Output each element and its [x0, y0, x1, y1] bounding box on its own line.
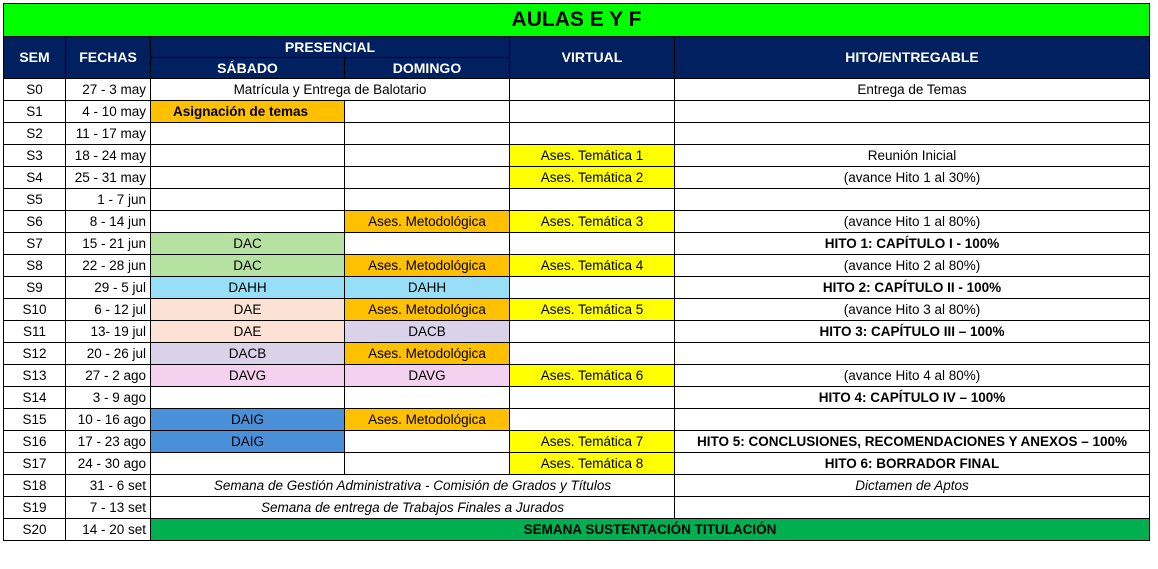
- domingo-cell: Ases. Metodológica: [345, 211, 510, 233]
- domingo-cell: [345, 145, 510, 167]
- domingo-cell: Ases. Metodológica: [345, 299, 510, 321]
- sem-cell: S0: [4, 79, 66, 101]
- hito-cell: [675, 497, 1150, 519]
- table-row: [4, 79, 1150, 101]
- hito-cell: [675, 189, 1150, 211]
- domingo-cell: [345, 387, 510, 409]
- virtual-cell: Ases. Temática 5: [510, 299, 675, 321]
- sem-cell: S16: [4, 431, 66, 453]
- sabado-cell: DAC: [151, 233, 345, 255]
- domingo-cell: [345, 167, 510, 189]
- presencial-cell: Matrícula y Entrega de Balotario: [151, 79, 510, 101]
- virtual-cell: [510, 409, 675, 431]
- header-virtual: VIRTUAL: [510, 37, 675, 79]
- gestion-cell: Semana de entrega de Trabajos Finales a Jurados: [151, 497, 675, 519]
- fecha-cell: 27 - 3 may: [66, 79, 151, 101]
- hito-cell: HITO 1: CAPÍTULO I - 100%: [675, 233, 1150, 255]
- sem-cell: S7: [4, 233, 66, 255]
- fecha-cell: 20 - 26 jul: [66, 343, 151, 365]
- table-row: [4, 123, 1150, 145]
- header-domingo: DOMINGO: [345, 58, 510, 79]
- virtual-cell: Ases. Temática 8: [510, 453, 675, 475]
- virtual-cell: [510, 189, 675, 211]
- hito-cell: (avance Hito 2 al 80%): [675, 255, 1150, 277]
- domingo-cell: Ases. Metodológica: [345, 343, 510, 365]
- fecha-cell: 22 - 28 jun: [66, 255, 151, 277]
- sabado-cell: [151, 167, 345, 189]
- hito-cell: HITO 2: CAPÍTULO II - 100%: [675, 277, 1150, 299]
- table-row: [4, 453, 1150, 475]
- fecha-cell: 6 - 12 jul: [66, 299, 151, 321]
- hito-cell: HITO 3: CAPÍTULO III – 100%: [675, 321, 1150, 343]
- sem-cell: S6: [4, 211, 66, 233]
- sem-cell: S19: [4, 497, 66, 519]
- sem-cell: S11: [4, 321, 66, 343]
- domingo-cell: [345, 233, 510, 255]
- sabado-cell: [151, 123, 345, 145]
- header-presencial: PRESENCIAL: [151, 37, 510, 58]
- sem-cell: S10: [4, 299, 66, 321]
- virtual-cell: [510, 233, 675, 255]
- domingo-cell: DAHH: [345, 277, 510, 299]
- sem-cell: S3: [4, 145, 66, 167]
- hito-cell: (avance Hito 1 al 80%): [675, 211, 1150, 233]
- table-row: [4, 343, 1150, 365]
- schedule-table: [3, 3, 1150, 541]
- sem-cell: S14: [4, 387, 66, 409]
- fecha-cell: 31 - 6 set: [66, 475, 151, 497]
- virtual-cell: [510, 277, 675, 299]
- virtual-cell: [510, 79, 675, 101]
- sabado-cell: DAHH: [151, 277, 345, 299]
- fecha-cell: 15 - 21 jun: [66, 233, 151, 255]
- fecha-cell: 25 - 31 may: [66, 167, 151, 189]
- hito-cell: Reunión Inicial: [675, 145, 1150, 167]
- sabado-cell: [151, 453, 345, 475]
- sem-cell: S12: [4, 343, 66, 365]
- domingo-cell: [345, 431, 510, 453]
- domingo-cell: [345, 189, 510, 211]
- sem-cell: S8: [4, 255, 66, 277]
- hito-cell: HITO 4: CAPÍTULO IV – 100%: [675, 387, 1150, 409]
- sem-cell: S15: [4, 409, 66, 431]
- sabado-cell: DAIG: [151, 409, 345, 431]
- sabado-cell: DACB: [151, 343, 345, 365]
- table-row: [4, 167, 1150, 189]
- fecha-cell: 14 - 20 set: [66, 519, 151, 541]
- fecha-cell: 11 - 17 may: [66, 123, 151, 145]
- virtual-cell: [510, 387, 675, 409]
- fecha-cell: 1 - 7 jun: [66, 189, 151, 211]
- sabado-cell: DAE: [151, 299, 345, 321]
- domingo-cell: DAVG: [345, 365, 510, 387]
- sabado-cell: DAVG: [151, 365, 345, 387]
- table-row: [4, 321, 1150, 343]
- fecha-cell: 7 - 13 set: [66, 497, 151, 519]
- schedule-body: [4, 79, 1150, 541]
- virtual-cell: Ases. Temática 4: [510, 255, 675, 277]
- header-fechas: FECHAS: [66, 37, 151, 79]
- table-row: [4, 277, 1150, 299]
- table-row: [4, 145, 1150, 167]
- virtual-cell: Ases. Temática 2: [510, 167, 675, 189]
- sem-cell: S2: [4, 123, 66, 145]
- fecha-cell: 13- 19 jul: [66, 321, 151, 343]
- sem-cell: S13: [4, 365, 66, 387]
- hito-cell: [675, 101, 1150, 123]
- fecha-cell: 17 - 23 ago: [66, 431, 151, 453]
- domingo-cell: Ases. Metodológica: [345, 409, 510, 431]
- fecha-cell: 27 - 2 ago: [66, 365, 151, 387]
- virtual-cell: Ases. Temática 6: [510, 365, 675, 387]
- virtual-cell: [510, 321, 675, 343]
- virtual-cell: Ases. Temática 7: [510, 431, 675, 453]
- fecha-cell: 10 - 16 ago: [66, 409, 151, 431]
- table-row: [4, 255, 1150, 277]
- virtual-cell: [510, 101, 675, 123]
- virtual-cell: [510, 343, 675, 365]
- hito-cell: (avance Hito 1 al 30%): [675, 167, 1150, 189]
- table-row: [4, 497, 1150, 519]
- hito-cell: [675, 409, 1150, 431]
- table-row: [4, 409, 1150, 431]
- fecha-cell: 24 - 30 ago: [66, 453, 151, 475]
- virtual-cell: [510, 123, 675, 145]
- hito-cell: [675, 123, 1150, 145]
- table-row: [4, 233, 1150, 255]
- hito-cell: [675, 343, 1150, 365]
- virtual-cell: Ases. Temática 1: [510, 145, 675, 167]
- table-row: [4, 519, 1150, 541]
- sem-cell: S5: [4, 189, 66, 211]
- sabado-cell: [151, 387, 345, 409]
- sheet-title: AULAS E Y F: [4, 4, 1150, 37]
- sem-cell: S4: [4, 167, 66, 189]
- table-row: [4, 299, 1150, 321]
- header-hito: HITO/ENTREGABLE: [675, 37, 1150, 79]
- fecha-cell: 8 - 14 jun: [66, 211, 151, 233]
- fecha-cell: 4 - 10 may: [66, 101, 151, 123]
- sabado-cell: Asignación de temas: [151, 101, 345, 123]
- virtual-cell: Ases. Temática 3: [510, 211, 675, 233]
- sabado-cell: [151, 189, 345, 211]
- sabado-cell: [151, 211, 345, 233]
- hito-cell: Dictamen de Aptos: [675, 475, 1150, 497]
- domingo-cell: DACB: [345, 321, 510, 343]
- table-row: [4, 365, 1150, 387]
- fecha-cell: 29 - 5 jul: [66, 277, 151, 299]
- sabado-cell: DAC: [151, 255, 345, 277]
- sabado-cell: DAE: [151, 321, 345, 343]
- table-row: [4, 101, 1150, 123]
- hito-cell: HITO 5: CONCLUSIONES, RECOMENDACIONES Y ANEXOS – 100%: [675, 431, 1150, 453]
- hito-cell: HITO 6: BORRADOR FINAL: [675, 453, 1150, 475]
- sem-cell: S18: [4, 475, 66, 497]
- sem-cell: S17: [4, 453, 66, 475]
- header-sem: SEM: [4, 37, 66, 79]
- sem-cell: S1: [4, 101, 66, 123]
- domingo-cell: Ases. Metodológica: [345, 255, 510, 277]
- table-row: [4, 211, 1150, 233]
- fecha-cell: 18 - 24 may: [66, 145, 151, 167]
- fecha-cell: 3 - 9 ago: [66, 387, 151, 409]
- domingo-cell: [345, 101, 510, 123]
- sabado-cell: [151, 145, 345, 167]
- table-row: [4, 475, 1150, 497]
- hito-cell: Entrega de Temas: [675, 79, 1150, 101]
- domingo-cell: [345, 123, 510, 145]
- sustentacion-cell: SEMANA SUSTENTACIÓN TITULACIÓN: [151, 519, 1150, 541]
- domingo-cell: [345, 453, 510, 475]
- hito-cell: (avance Hito 4 al 80%): [675, 365, 1150, 387]
- hito-cell: (avance Hito 3 al 80%): [675, 299, 1150, 321]
- header-sabado: SÁBADO: [151, 58, 345, 79]
- sabado-cell: DAIG: [151, 431, 345, 453]
- table-row: [4, 431, 1150, 453]
- table-row: [4, 387, 1150, 409]
- table-row: [4, 189, 1150, 211]
- sem-cell: S9: [4, 277, 66, 299]
- gestion-cell: Semana de Gestión Administrativa - Comisión de Grados y Títulos: [151, 475, 675, 497]
- sem-cell: S20: [4, 519, 66, 541]
